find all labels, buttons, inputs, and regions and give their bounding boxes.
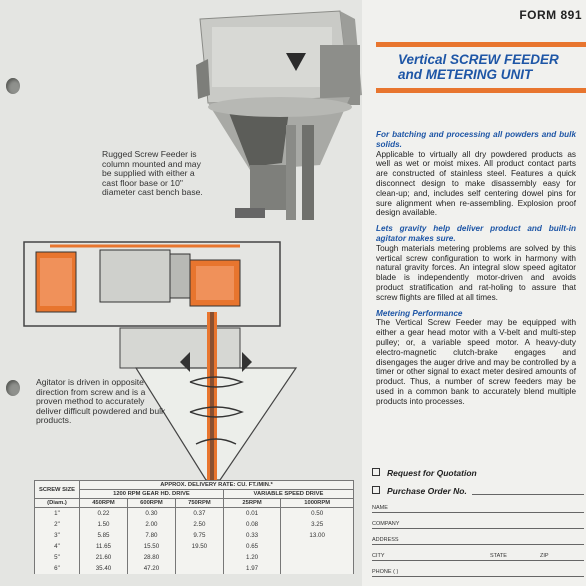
cell-value: 15.50 [127,541,175,552]
col-diam: (Diam.) [35,499,80,508]
cell-value: 21.60 [80,552,128,563]
cell-value: 0.65 [223,541,280,552]
title-line-1: Vertical SCREW FEEDER [398,52,559,67]
cell-value: 2.00 [127,519,175,530]
cell-size: 3" [35,530,80,541]
binder-hole [6,380,20,396]
form-number: FORM 891 [519,8,582,22]
request-quote-label: Request for Quotation [387,468,477,478]
col-rpm: 750RPM [175,499,223,508]
cell-value: 11.65 [80,541,128,552]
cell-size: 1" [35,508,80,520]
request-quote-option[interactable] [372,468,477,478]
city-label: CITY [372,553,385,559]
cell-value: 0.50 [281,508,354,520]
table-row [35,563,354,574]
cell-value: 0.22 [80,508,128,520]
delivery-rate-table [34,480,354,574]
cell-value: 1.20 [223,552,280,563]
right-panel [362,0,586,586]
checkbox[interactable] [372,486,380,494]
cell-value [175,563,223,574]
cell-value: 0.37 [175,508,223,520]
table-row [35,530,354,541]
col-rpm: 450RPM [80,499,128,508]
binder-hole [6,78,20,94]
name-label: NAME [372,505,388,511]
col-rpm: 1000RPM [281,499,354,508]
page-title [398,52,586,82]
title-line-2: and METERING UNIT [398,67,533,82]
accent-bar [376,88,586,93]
cell-value: 35.40 [80,563,128,574]
accent-bar [376,42,586,47]
section-heading: Lets gravity help deliver product and built-in agitator makes sure. [376,224,576,243]
purchase-order-line[interactable] [472,493,584,495]
cell-value: 5.85 [80,530,128,541]
address-label: ADDRESS [372,537,399,543]
cell-value: 3.25 [281,519,354,530]
cell-value: 7.80 [127,530,175,541]
cell-value: 19.50 [175,541,223,552]
col-rpm: 600RPM [127,499,175,508]
cell-size: 6" [35,563,80,574]
cell-value: 47.20 [127,563,175,574]
section-heading: For batching and processing all powders and bulk solids. [376,130,576,149]
cell-size: 5" [35,552,80,563]
table-row [35,508,354,520]
cell-value: 1.97 [223,563,280,574]
cell-value: 2.50 [175,519,223,530]
state-label: STATE [490,553,507,559]
table-row [35,552,354,563]
section-body: Applicable to virtually all dry powdered products as well as wet or moist mixes. All product contact parts are constructed of stainless steel. Features a quick disconnect design to make disassembly easy for clean-up; and, includes self centering dowel pins for sure alignment when re-assembling. Explosion proof design available. [376,149,576,218]
cell-value [175,552,223,563]
cell-size: 2" [35,519,80,530]
cell-value: 13.00 [281,530,354,541]
purchase-order-option[interactable] [372,486,584,496]
caption-bottom: Agitator is driven in opposite direction from screw and is a proven method to accurately deliver difficult powdered and bulk products. [36,377,166,426]
section-body: Tough materials metering problems are solved by this vertical screw configuration to work in harmony with natural gravity forces. An integral slow speed agitator blade is independently motor-driven and avoids product stratification and rat-holing to assure that screw flights are filled at all times. [376,243,576,302]
body-copy [376,130,576,407]
cell-value: 0.33 [223,530,280,541]
header-gear-drive: 1200 RPM GEAR HD. DRIVE [80,490,224,499]
cell-value: 0.01 [223,508,280,520]
table-row [35,541,354,552]
col-screw-size: SCREW SIZE [35,481,80,499]
cell-value: 1.50 [80,519,128,530]
cell-value: 0.08 [223,519,280,530]
header-variable-drive: VARIABLE SPEED DRIVE [223,490,353,499]
section-body: The Vertical Screw Feeder may be equipped with either a gear head motor with a V-belt and multi-step pulley; or, a variable speed motor. A heavy-duty electro-magnetic clutch-brake engages and disengages the auger drive and may be controlled by a timer or other signal to exact meter desired amounts of product. Thus, a number of screw feeders may be used in a common bank to accurately blend multiple products into processes. [376,318,576,406]
table-row [35,519,354,530]
feeder-photo [190,5,370,230]
section-heading: Metering Performance [376,308,463,318]
cell-value [281,563,354,574]
header-delivery-rate: APPROX. DELIVERY RATE: CU. FT./MIN.* [80,481,354,490]
cell-value [281,552,354,563]
cell-value: 9.75 [175,530,223,541]
company-field[interactable] [372,518,584,529]
company-label: COMPANY [372,521,400,527]
cell-value [281,541,354,552]
city-state-zip-field[interactable] [372,550,584,561]
phone-field[interactable] [372,566,584,577]
cell-value: 28.80 [127,552,175,563]
checkbox[interactable] [372,468,380,476]
cell-value: 0.30 [127,508,175,520]
zip-label: ZIP [540,553,549,559]
col-rpm: 25RPM [223,499,280,508]
phone-label: PHONE ( ) [372,569,399,575]
caption-top: Rugged Screw Feeder is column mounted and may be supplied with either a cast floor base or 10" diameter cast bench base. [102,149,203,198]
cell-size: 4" [35,541,80,552]
purchase-order-label: Purchase Order No. [387,486,467,496]
address-field[interactable] [372,534,584,545]
name-field[interactable] [372,502,584,513]
